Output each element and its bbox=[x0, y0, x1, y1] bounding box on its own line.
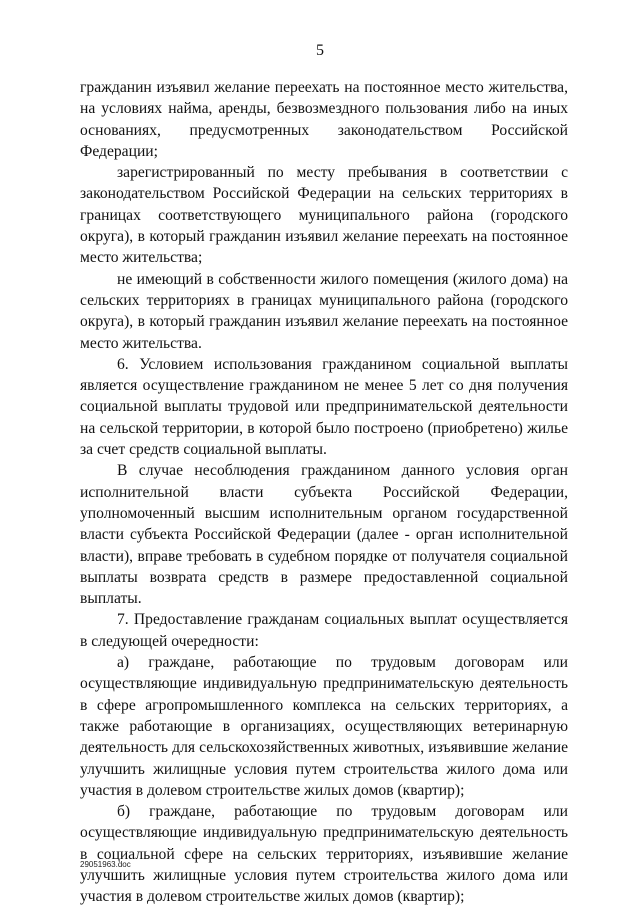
document-file-code: 29051963.doc bbox=[80, 860, 131, 869]
paragraph-clause-6: 6. Условием использования гражданином социальной выплаты является осуществление гражданином не менее 5 лет со дня получения социальной выплаты трудовой или предпринимательской деятельности на сельской территории, в которой было построено (приобретено) жилье за счет средств социальной выплаты. bbox=[80, 355, 568, 459]
paragraph-continuation: гражданин изъявил желание переехать на постоянное место жительства, на условиях найма, аренды, безвозмездного пользования либо на иных основаниях, предусмотренных законодательством Российской Федерации; bbox=[80, 79, 568, 160]
paragraph-clause-7: 7. Предоставление гражданам социальных выплат осуществляется в следующей очередности: bbox=[80, 611, 568, 650]
page-number: 5 bbox=[316, 42, 324, 59]
document-body bbox=[80, 77, 568, 908]
paragraph-no-property: не имеющий в собственности жилого помещения (жилого дома) на сельских территориях в границах муниципального района (городского округа), в который гражданин изъявил желание переехать на постоянное место жительства. bbox=[80, 270, 568, 352]
paragraph-item-b: б) граждане, работающие по трудовым договорам или осуществляющие индивидуальную предпринимательскую деятельность в социальной сфере на сельских территориях, изъявившие желание улучшить жилищные условия путем строительства жилого дома или участия в долевом строительстве жилых домов (квартир); bbox=[80, 803, 568, 906]
paragraph-noncompliance: В случае несоблюдения гражданином данного условия орган исполнительной власти субъекта Российской Федерации, уполномоченный высшим исполнительным органом государственной власти субъекта Российской Федерации (далее - орган исполнительной власти), вправе требовать в судебном порядке от получателя социальной выплаты возврата средств в размере предоставленной социальной выплаты. bbox=[80, 462, 568, 608]
paragraph-registered: зарегистрированный по месту пребывания в соответствии с законодательством Российской Федерации на сельских территориях в границах соответствующего муниципального района (городского округа), в который гражданин изъявил желание переехать на постоянное место жительства; bbox=[80, 164, 568, 267]
paragraph-item-a: а) граждане, работающие по трудовым договорам или осуществляющие индивидуальную предпринимательскую деятельность в сфере агропромышленного комплекса на сельских территориях, а также работающие в организациях, осуществляющих ветеринарную деятельность для сельскохозяйственных животных, изъявившие желание улучшить жилищные условия путем строительства жилого дома или участия в долевом строительстве жилых домов (квартир); bbox=[80, 654, 568, 799]
